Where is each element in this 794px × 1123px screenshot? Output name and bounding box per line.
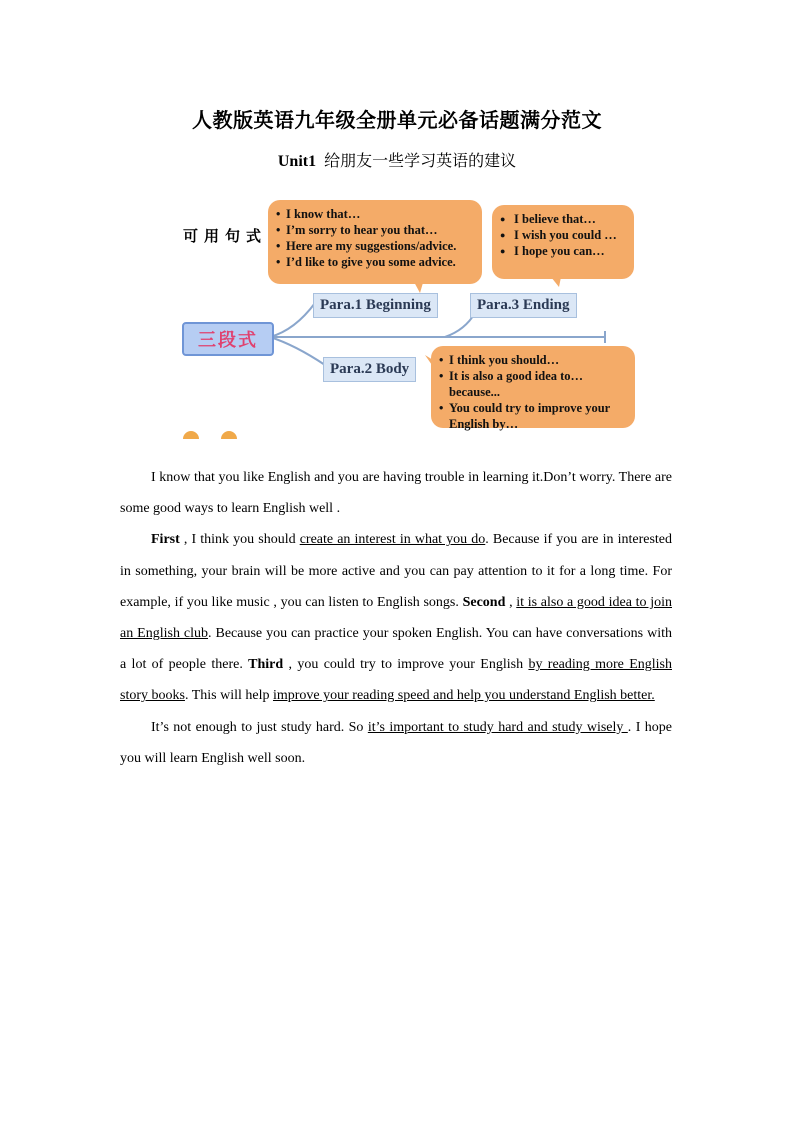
first-keyword: First [151,532,180,548]
text-run: , you could try to improve your English [283,657,529,673]
text-run: , [505,594,517,610]
underlined-phrase: create an interest in what you do [299,532,486,548]
text-run: . Because if you are in interested in something, your brain will be more active and you can pay attention to it for a long time. For example, if you like music , you can listen to English songs. [120,532,673,610]
second-keyword: Second [462,594,506,610]
para3-ending-box: Para.3 Ending [470,293,577,318]
phrase-item: • I think you should… [439,352,627,368]
page-subtitle [0,148,794,171]
essay-paragraph-1: I know that you like English and you are having trouble in learning it.Don’t worry. There are some good ways to learn English well . [120,470,672,517]
third-keyword: Third [248,657,284,673]
phrase-item: ● I hope you can… [500,243,626,259]
phrase-item: • Here are my suggestions/advice. [276,238,474,254]
beginning-phrases-bubble [268,200,482,284]
phrase-item: • I’m sorry to hear you that… [276,222,474,238]
topic-label: 给朋友一些学习英语的建议 [324,151,517,170]
text-run: It’s not enough to just study hard. So [151,719,368,735]
phrase-item [439,400,627,432]
page-title: 人教版英语九年级全册单元必备话题满分范文 [192,108,602,132]
text-run: . This will help [184,688,273,704]
text-run: . I hope you will learn English well soon. [120,719,672,766]
phrase-line: You could try to improve your [449,401,611,415]
mind-map-diagram [175,195,645,440]
essay-paragraph-2 [120,524,672,711]
body-phrases-bubble [431,346,635,431]
underlined-phrase: improve your reading speed and help you understand English better. [272,688,655,704]
text-run: . Because you can practice your spoken English. You can have conversations with a lot of people there. [120,626,672,673]
three-part-structure-root: 三段式 [182,322,274,356]
phrase-line: It is also a good idea to… [449,369,584,383]
para2-body-box: Para.2 Body [323,357,416,382]
essay-body [120,462,672,774]
usable-phrases-label: 可用句式 [183,227,268,245]
para1-beginning-box: Para.1 Beginning [313,293,438,318]
underlined-phrase: it’s important to study hard and study wisely [367,719,628,735]
underlined-phrase: by reading more English story books [120,657,672,704]
phrase-item: • I know that… [276,206,474,222]
phrase-line: English by… [449,417,519,431]
essay-paragraph-3 [120,712,672,774]
phrase-item [439,368,627,400]
text-run: , I think you should [179,532,300,548]
phrase-item: • I’d like to give you some advice. [276,254,474,270]
branch-para2 [270,337,325,365]
branch-para1 [270,303,315,337]
phrase-item: ● I wish you could … [500,227,626,243]
phrase-line: because... [449,385,501,399]
unit-label: Unit1 [277,153,317,170]
phrase-item: ● I believe that… [500,211,626,227]
underlined-phrase: it is also a good idea to join an English club [120,594,672,642]
ending-phrases-bubble [492,205,634,279]
